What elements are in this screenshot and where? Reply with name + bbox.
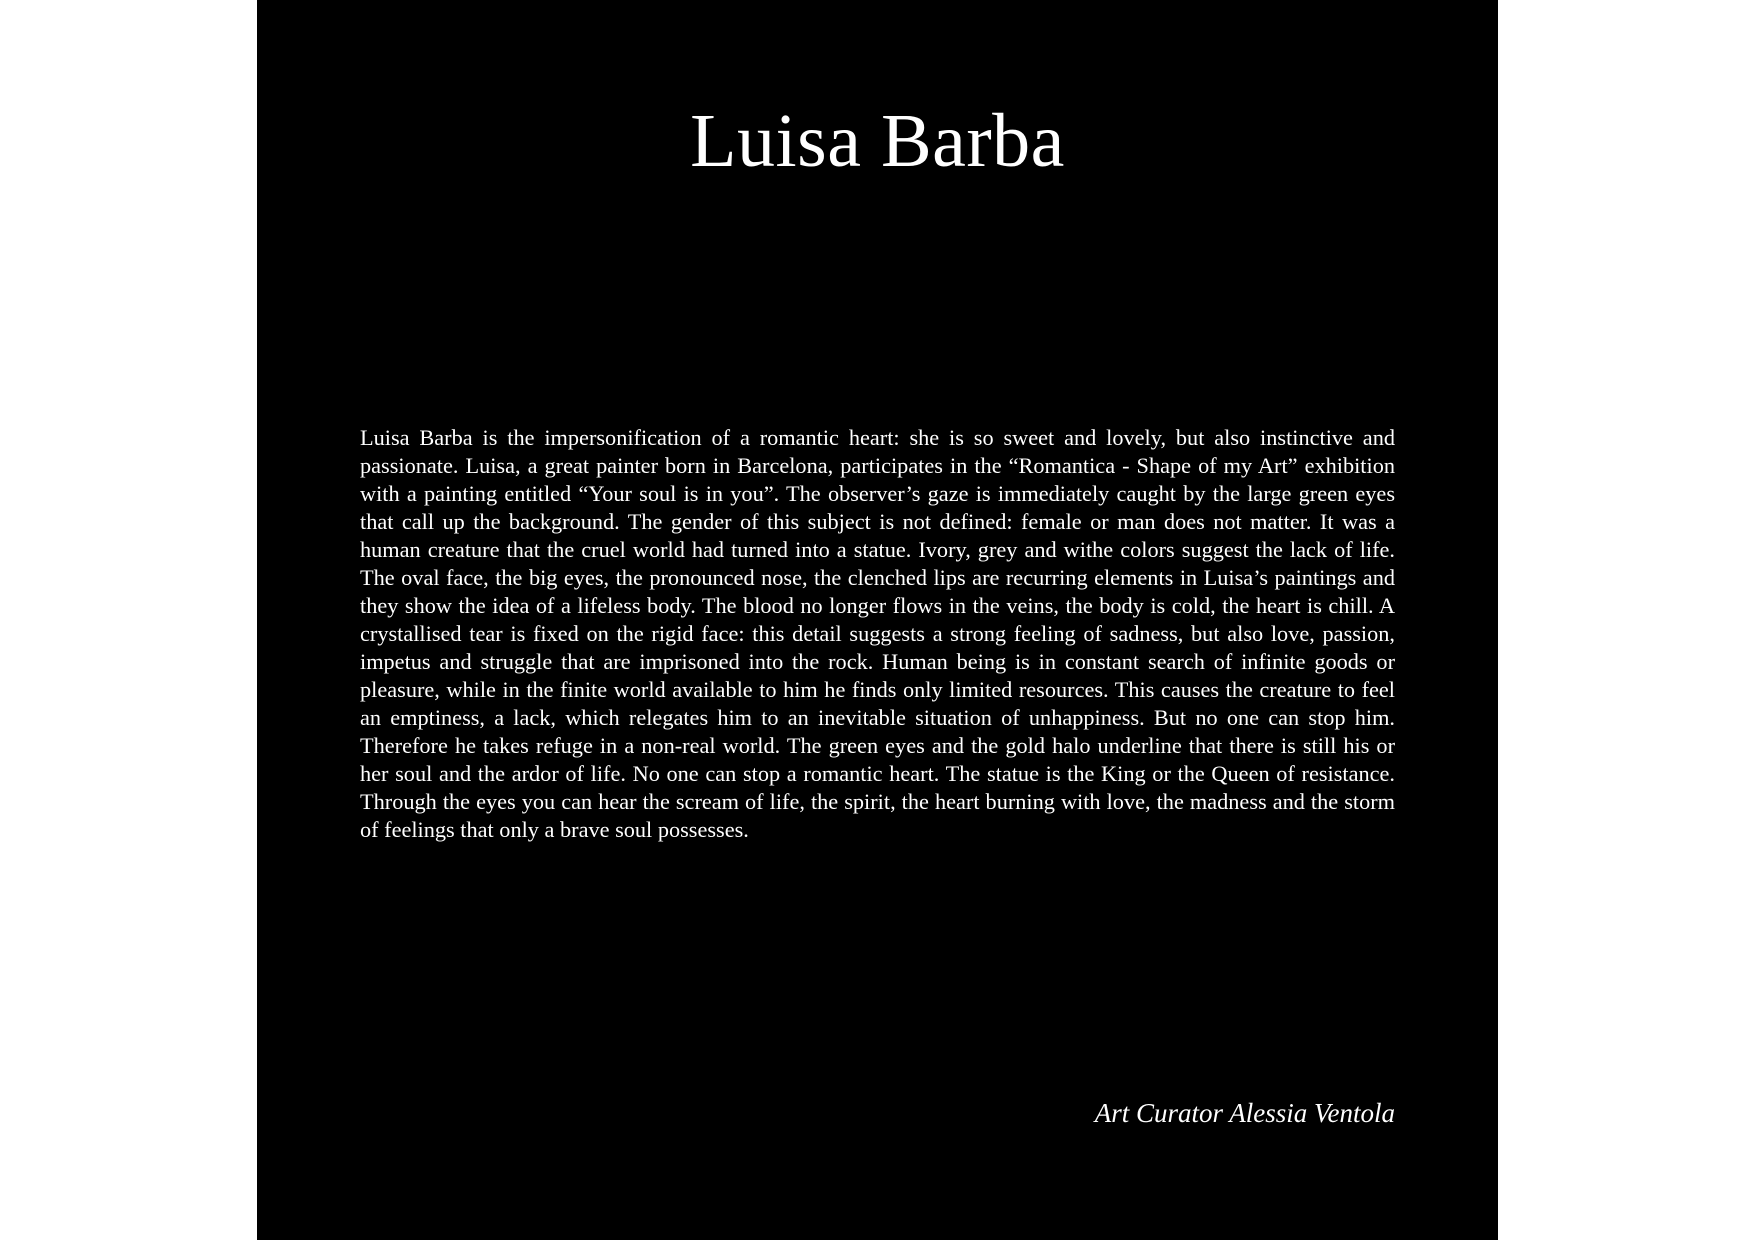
document-page <box>257 0 1498 1240</box>
curator-signature: Art Curator Alessia Ventola <box>1094 1098 1395 1128</box>
page-title: Luisa Barba <box>690 99 1065 183</box>
body-paragraph: Luisa Barba is the impersonification of a romantic heart: she is so sweet and lovely, but also instinctive and passionate. Luisa, a great painter born in Barcelona, participates in the “Romantica - Shape of my Art” exhibition with a painting entitled “Your soul is in you”. The observer’s gaze is immediately caught by the large green eyes that call up the background. The gender of this subject is not defined: female or man does not matter. It was a human creature that the cruel world had turned into a statue. Ivory, grey and withe colors suggest the lack of life. The oval face, the big eyes, the pronounced nose, the clenched lips are recurring elements in Luisa’s paintings and they show the idea of a lifeless body. The blood no longer flows in the veins, the body is cold, the heart is chill. A crystallised tear is fixed on the rigid face: this detail suggests a strong feeling of sadness, but also love, passion, impetus and struggle that are imprisoned into the rock. Human being is in constant search of infinite goods or pleasure, while in the finite world available to him he finds only limited resources. This causes the creature to feel an emptiness, a lack, which relegates him to an inevitable situation of unhappiness. But no one can stop him. Therefore he takes refuge in a non-real world. The green eyes and the gold halo underline that there is still his or her soul and the ardor of life. No one can stop a romantic heart. The statue is the King or the Queen of resistance. Through the eyes you can hear the scream of life, the spirit, the heart burning with love, the madness and the storm of feelings that only a brave soul possesses. <box>360 425 1395 842</box>
